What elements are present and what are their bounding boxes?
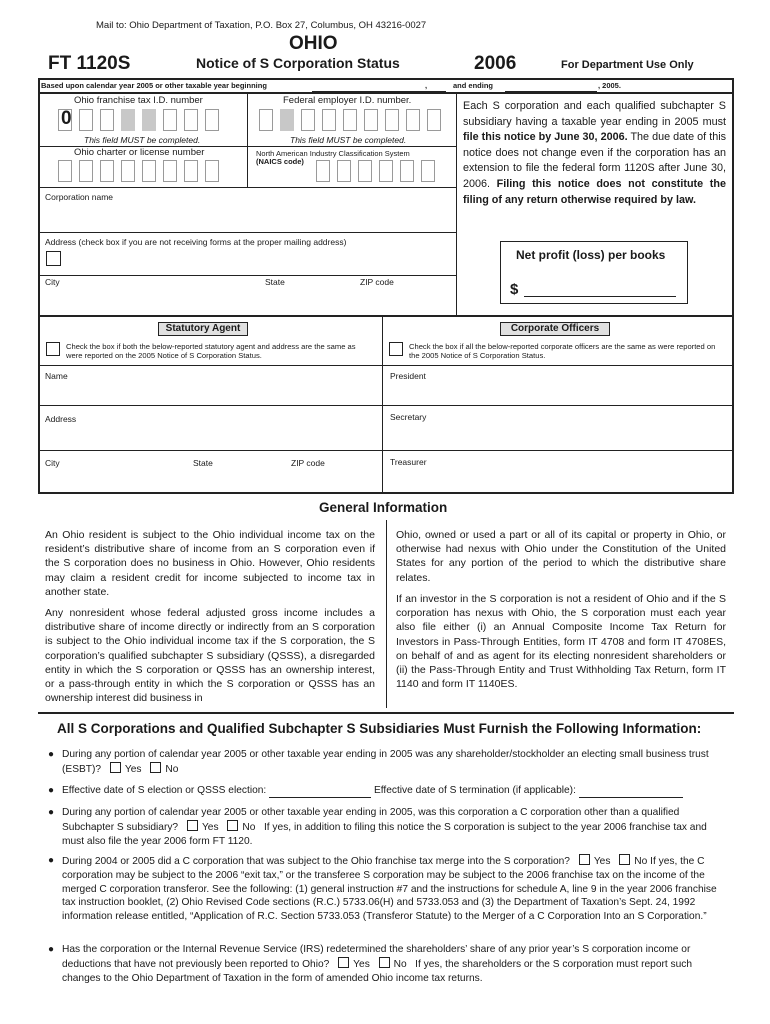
city-label: City	[45, 277, 60, 287]
id-digit-cell[interactable]	[421, 160, 435, 182]
address-incorrect-checkbox[interactable]	[46, 251, 61, 266]
question-c-corporation: ● During any portion of calendar year 2005 or other taxable year ending in 2005, was this corporation a C corporation other than a qualified Subchapter S subsidiary? Yes No If yes, in addition to filing this notice the S corporation is subject to the year 2006 franchise tax and must also file the year 2006 form FT 1120.	[48, 807, 707, 847]
general-right-p1: Ohio, owned or used a part or all of its capital or property in Ohio, or otherwise had nexus with Ohio under the Constitution of the United States for any portion of the period to which the distributive share relates.	[396, 529, 726, 584]
id-digit-cell[interactable]	[427, 109, 441, 131]
c-corp-no-checkbox[interactable]	[227, 820, 238, 831]
general-info-title: General Information	[319, 500, 448, 515]
agent-name-label: Name	[45, 371, 68, 381]
furnish-title: All S Corporations and Qualified Subchapter S Subsidiaries Must Furnish the Following Information:	[57, 721, 702, 736]
agent-address-label: Address	[45, 414, 77, 424]
id-digit-cell[interactable]	[379, 160, 393, 182]
state-title: OHIO	[289, 33, 338, 54]
id-digit-cell[interactable]	[205, 160, 219, 182]
id-digit-cell[interactable]	[343, 109, 357, 131]
agent-city-label: City	[45, 458, 60, 468]
id-digit-cell[interactable]	[58, 160, 72, 182]
id-digit-cell[interactable]	[316, 160, 330, 182]
form-number: FT 1120S	[48, 53, 131, 74]
id-digit-cell[interactable]	[385, 109, 399, 131]
id-digit-cell[interactable]	[322, 109, 336, 131]
state-label: State	[265, 277, 285, 287]
form-title: Notice of S Corporation Status	[196, 55, 400, 71]
id-digit-cell[interactable]	[259, 109, 273, 131]
id-digit-cell[interactable]	[163, 109, 177, 131]
id-digit-cell[interactable]	[337, 160, 351, 182]
general-right-p2: If an investor in the S corporation is not a resident of Ohio and if the S corporation has nexus with Ohio, the S corporation must each year also file either (i) an Annual Composite Income Tax Return for Investors in Pass-Through Entities, form IT 4708 and form IT 4708ES, on behalf of and as agent for its electing nonresident shareholders or (ii) the Pass-Through Entity and Trust Withholding Tax Return, form IT 1140 and form IT 1140ES.	[396, 593, 726, 691]
agent-same-checkbox[interactable]	[46, 342, 60, 356]
general-left-p1: An Ohio resident is subject to the Ohio individual income tax on the resident’s distributive share of income from an S corporation even if the S corporation does no business in Ohio. However, Ohio residents may claim a resident credit for income subjected to income tax in another state.	[45, 529, 375, 598]
id-digit-cell[interactable]	[142, 109, 156, 131]
officers-same-text: Check the box if all the below-reported corporate officers are the same as were reported on the 2005 Notice of S Corporation Status.	[409, 342, 716, 360]
agent-state-label: State	[193, 458, 213, 468]
fein-label: Federal employer I.D. number.	[283, 95, 412, 106]
question-merger: ● During 2004 or 2005 did a C corporation that was subject to the Ohio franchise tax merge into the S corporation? Yes No If yes, the C corporation may be subject to the 2006 “exit tax,” or the transferee S corporation may be subject to the 2006 franchise tax on the income of the merged C corporation transferor. See the following: (1) general instruction #7 and the instructions for schedule A, line 9 in the year 2006 franchise tax instruction booklet, (2) Ohio Revised Code sections (R.C.) 5733.06(H) and 5733.053 and (3) the Department of Taxation’s Sept. 24, 1992 information release entitled, “Application of R.C. Section 5733.053 (Transferor Statute) to the Merger of a C Corporation Into an S Corporation.”	[48, 855, 717, 923]
redetermined-no-checkbox[interactable]	[379, 957, 390, 968]
franchise-id-label: Ohio franchise tax I.D. number	[74, 95, 203, 106]
redetermined-yes-checkbox[interactable]	[338, 957, 349, 968]
c-corp-yes-checkbox[interactable]	[187, 820, 198, 831]
question-effective-dates: ● Effective date of S election or QSSS election: Effective date of S termination (if applicable):	[62, 784, 726, 798]
id-digit-cell[interactable]	[121, 160, 135, 182]
filing-notice: Each S corporation and each qualified subchapter S subsidiary having a taxable year ending in 2005 must file this notice by June 30, 2006. The due date of this notice does not change even if the corporation has an extension to file the federal form 1120S after June 30, 2006. Filing this notice does not constitute the filing of any return otherwise required by law.	[463, 100, 727, 206]
id-digit-cell[interactable]	[163, 160, 177, 182]
secretary-label: Secretary	[390, 412, 427, 422]
id-digit-cell[interactable]	[280, 109, 294, 131]
merger-yes-checkbox[interactable]	[579, 854, 590, 865]
corporate-officers-title: Corporate Officers	[500, 322, 610, 336]
question-redetermined: ● Has the corporation or the Internal Revenue Service (IRS) redetermined the shareholders’ share of any prior year’s S corporation income or deductions that have not previously been reported to Ohio? Yes No If yes, the shareholders or the S corporation must report such changes to the Ohio Department of Taxation in the form of amended Ohio income tax returns.	[48, 944, 693, 984]
net-profit-input[interactable]	[524, 296, 676, 297]
id-digit-cell[interactable]	[364, 109, 378, 131]
id-digit-cell[interactable]	[205, 109, 219, 131]
id-digit-cell[interactable]	[100, 160, 114, 182]
zip-label: ZIP code	[360, 277, 394, 287]
general-left-p2: Any nonresident whose federal adjusted gross income includes a distributive share of income directly or indirectly from an S corporation is subject to the Ohio individual income tax if the S corporation, the S corporation’s qualified subchapter S subsidiary (QSSS), a disregarded entity in which the S corporation or QSSS has an ownership interest, or a pass-through entity in which the S corporation or QSSS has an ownership interest did business in	[45, 607, 375, 705]
id-digit-cell[interactable]	[301, 109, 315, 131]
president-label: President	[390, 371, 426, 381]
id-digit-cell[interactable]	[79, 109, 93, 131]
taxable-year-label: Based upon calendar year 2005 or other taxable year beginning	[41, 81, 267, 90]
id-digit-cell[interactable]	[79, 160, 93, 182]
s-termination-date-input[interactable]	[579, 797, 683, 798]
department-use-label: For Department Use Only	[561, 59, 694, 71]
id-digit-cell[interactable]	[358, 160, 372, 182]
id-digit-cell[interactable]	[121, 109, 135, 131]
agent-zip-label: ZIP code	[291, 458, 325, 468]
id-digit-cell[interactable]	[184, 160, 198, 182]
treasurer-label: Treasurer	[390, 457, 427, 467]
merger-no-checkbox[interactable]	[619, 854, 630, 865]
form-year: 2006	[474, 53, 517, 74]
id-digit-cell[interactable]	[184, 109, 198, 131]
naics-label: North American Industry Classification System	[256, 149, 410, 158]
esbt-no-checkbox[interactable]	[150, 762, 161, 773]
address-label: Address (check box if you are not receiving forms at the proper mailing address)	[45, 237, 347, 247]
s-election-date-input[interactable]	[269, 797, 371, 798]
officers-same-checkbox[interactable]	[389, 342, 403, 356]
mail-to-address: Mail to: Ohio Department of Taxation, P.O. Box 27, Columbus, OH 43216-0027	[96, 20, 427, 31]
franchise-id-value: 0	[61, 108, 72, 129]
id-digit-cell[interactable]	[142, 160, 156, 182]
esbt-yes-checkbox[interactable]	[110, 762, 121, 773]
and-ending-label: and ending	[453, 81, 493, 90]
charter-number-label: Ohio charter or license number	[74, 147, 205, 158]
agent-same-text: Check the box if both the below-reported statutory agent and address are the same as were reported on the 2005 Notice of S Corporation Status.	[66, 342, 356, 360]
statutory-agent-title: Statutory Agent	[158, 322, 248, 336]
corporation-name-label: Corporation name	[45, 192, 114, 202]
id-digit-cell[interactable]	[100, 109, 114, 131]
dollar-sign: $	[510, 281, 519, 298]
net-profit-label: Net profit (loss) per books	[516, 248, 666, 262]
naics-code-label: (NAICS code)	[256, 157, 304, 166]
id-digit-cell[interactable]	[400, 160, 414, 182]
question-esbt: ● During any portion of calendar year 2005 or other taxable year ending in 2005 was any shareholder/stockholder an electing small business trust (ESBT)? Yes No	[48, 749, 709, 775]
id-digit-cell[interactable]	[406, 109, 420, 131]
